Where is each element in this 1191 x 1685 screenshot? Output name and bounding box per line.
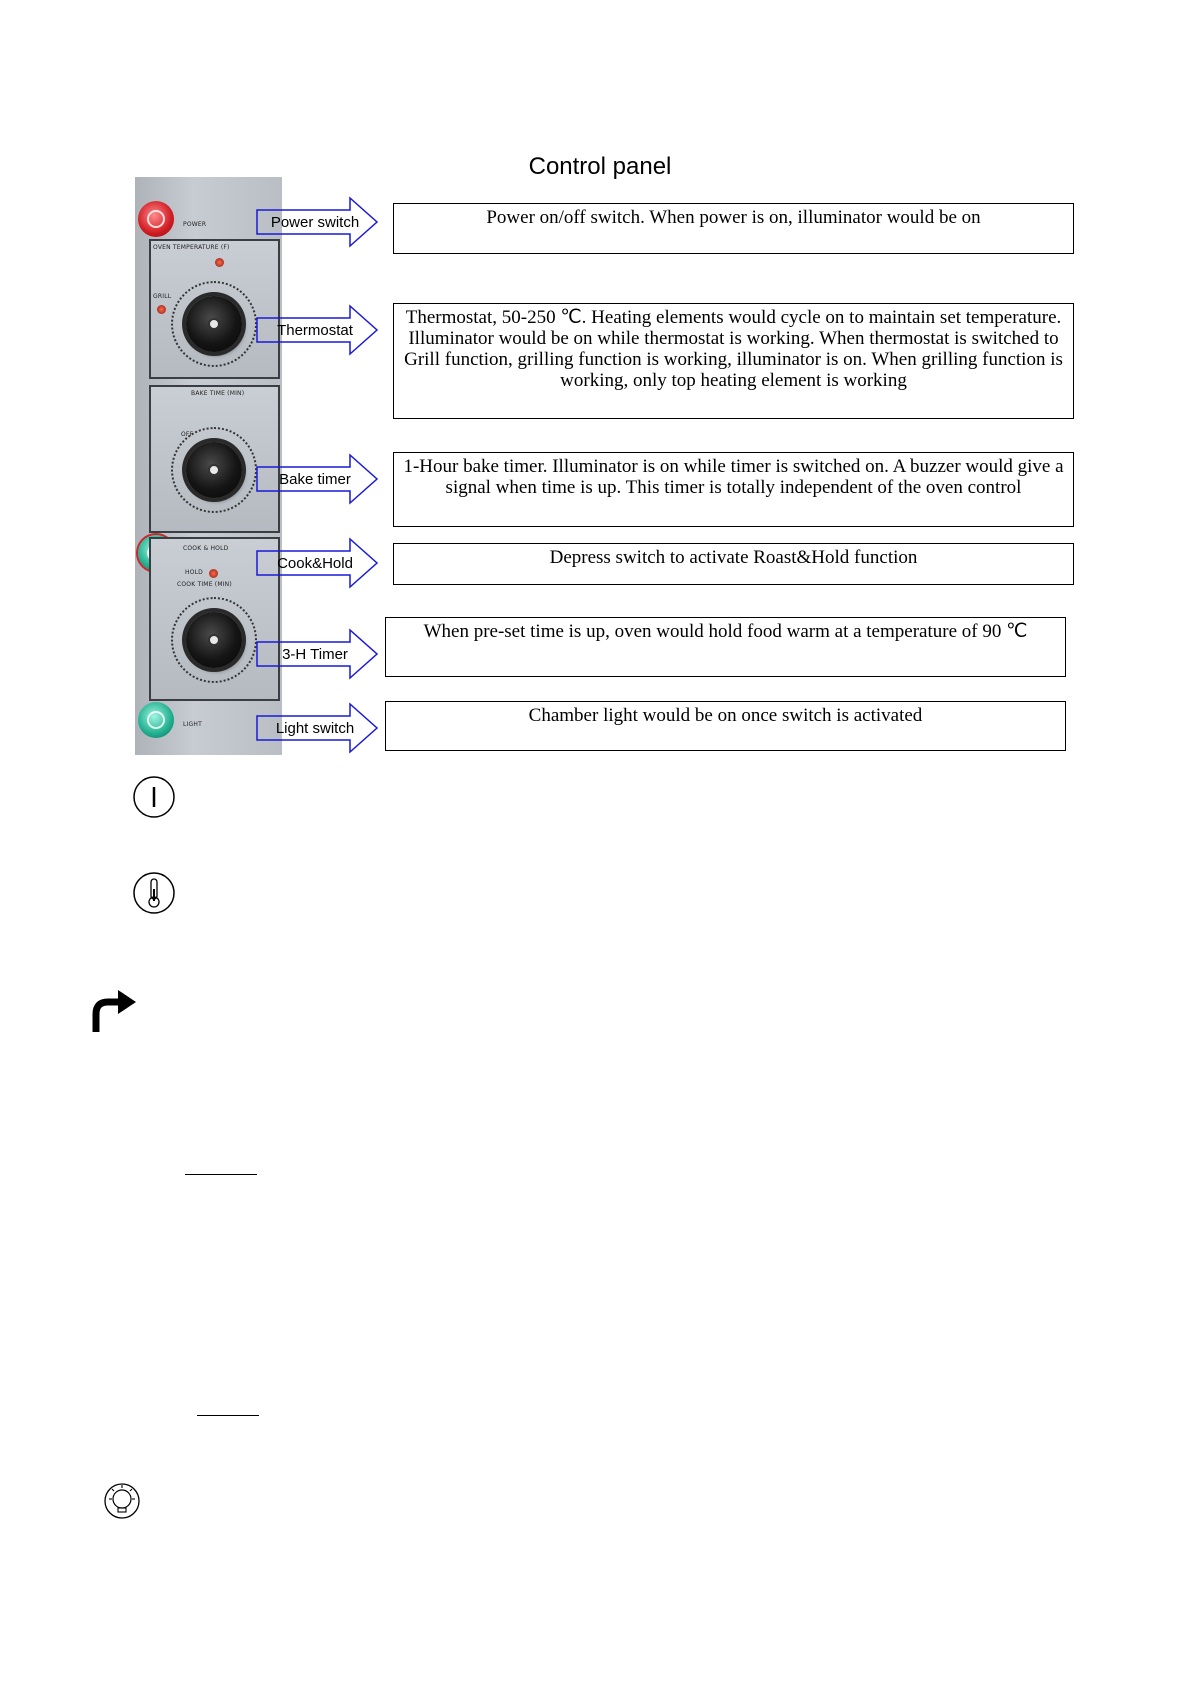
- callout-label: Thermostat: [277, 321, 353, 339]
- power-on-icon: [132, 775, 176, 819]
- power-button: [138, 201, 174, 237]
- callout-cook-hold: [255, 537, 381, 589]
- bake-timer-knob: [186, 442, 242, 498]
- underline-rule: [185, 1174, 257, 1175]
- grill-indicator-lamp: [157, 305, 166, 314]
- off-label: OFF: [181, 431, 194, 438]
- callout-power-switch: [255, 196, 381, 248]
- cook-hold-label: COOK & HOLD: [183, 545, 229, 552]
- description-3h-timer: When pre-set time is up, oven would hold food warm at a temperature of 90 ℃: [385, 617, 1066, 677]
- oven-temperature-label: OVEN TEMPERATURE (F): [153, 244, 230, 251]
- callout-label: Cook&Hold: [277, 554, 353, 572]
- grill-label: GRILL: [153, 293, 172, 300]
- cook-timer-knob: [186, 612, 242, 668]
- thermostat-knob: [186, 296, 242, 352]
- turn-right-arrow-icon: [92, 990, 140, 1034]
- callout-label: Power switch: [270, 213, 360, 231]
- lamp-icon: [102, 1481, 142, 1521]
- callout-3h-timer: [255, 628, 381, 680]
- description-bake-timer: 1-Hour bake timer. Illuminator is on while timer is switched on. A buzzer would give a signal when time is up. This timer is totally independent of the oven control: [393, 452, 1074, 527]
- hold-label: HOLD: [185, 569, 203, 576]
- hold-indicator-lamp: [209, 569, 218, 578]
- description-light-switch: Chamber light would be on once switch is activated: [385, 701, 1066, 751]
- callout-label: 3-H Timer: [282, 645, 348, 663]
- callout-bake-timer: [255, 453, 381, 505]
- power-label: POWER: [183, 221, 207, 228]
- description-power-switch: Power on/off switch. When power is on, illuminator would be on: [393, 203, 1074, 254]
- light-label: LIGHT: [183, 721, 202, 728]
- description-cook-hold: Depress switch to activate Roast&Hold function: [393, 543, 1074, 585]
- cook-time-label: COOK TIME (MIN): [177, 581, 232, 588]
- callout-label: Light switch: [275, 719, 355, 737]
- page-title: Control panel: [528, 153, 672, 180]
- description-thermostat: Thermostat, 50-250 ℃. Heating elements would cycle on to maintain set temperature. Illuminator would be on while thermostat is working. When thermostat is switched to Grill function, grilling function is working, illuminator is on. When grilling function is working, only top heating element is working: [393, 303, 1074, 419]
- thermometer-icon: [132, 871, 176, 915]
- thermostat-indicator-lamp: [215, 258, 224, 267]
- light-button: [138, 702, 174, 738]
- bake-time-label: BAKE TIME (MIN): [191, 390, 245, 397]
- callout-thermostat: [255, 304, 381, 356]
- underline-rule: [197, 1415, 259, 1416]
- callout-label: Bake timer: [279, 470, 351, 488]
- callout-light-switch: [255, 702, 381, 754]
